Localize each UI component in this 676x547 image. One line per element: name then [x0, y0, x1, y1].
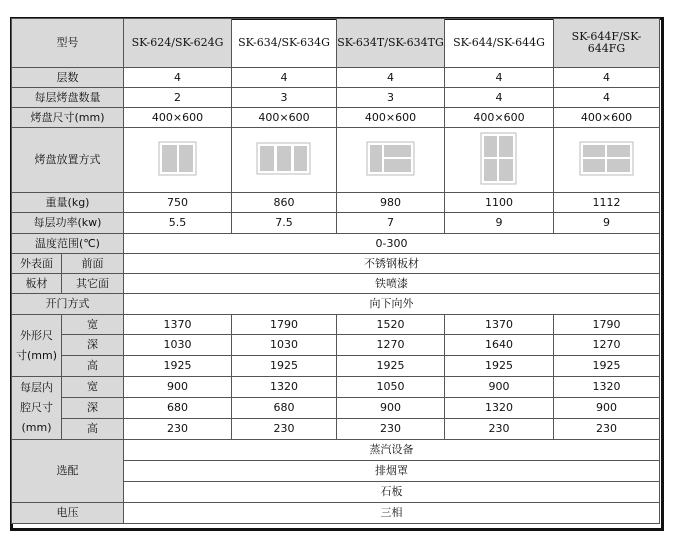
table-cell: 不锈钢板材: [124, 254, 660, 274]
table-cell: 1925: [554, 356, 660, 377]
table-cell: 4: [232, 68, 337, 88]
table-cell: 9: [554, 213, 660, 234]
table-cell: 4: [445, 68, 554, 88]
table-row: [12, 503, 660, 524]
row-sublabel: 高: [62, 419, 124, 440]
table-cell: 4: [554, 68, 660, 88]
row-label: 电压: [12, 503, 124, 524]
table-cell: 1925: [445, 356, 554, 377]
table-cell: 1790: [232, 315, 337, 335]
table-cell: 230: [445, 419, 554, 440]
table-cell: 蒸汽设备: [124, 440, 660, 461]
table-cell: 400×600: [554, 108, 660, 128]
table-cell: 4: [124, 68, 232, 88]
model-header-label: 型号: [12, 19, 124, 68]
row-label: 烤盘放置方式: [12, 128, 124, 193]
tray-layout-cell: [554, 128, 660, 193]
table-row: [12, 274, 660, 294]
row-label-line: (mm): [21, 421, 52, 434]
row-sublabel: 宽: [62, 315, 124, 335]
four-tray-layout-icon: [480, 132, 518, 186]
row-label: [12, 315, 62, 377]
table-cell: 三相: [124, 503, 660, 524]
t-tray-layout-icon: [366, 141, 416, 177]
table-row: [12, 356, 660, 377]
table-cell: 1370: [445, 315, 554, 335]
table-cell: 1370: [124, 315, 232, 335]
row-label: 层数: [12, 68, 124, 88]
table-cell: 3: [232, 88, 337, 108]
table-cell: 9: [445, 213, 554, 234]
table-cell: 石板: [124, 482, 660, 503]
table-cell: 900: [337, 398, 445, 419]
table-cell: 1050: [337, 377, 445, 398]
table-cell: 4: [337, 68, 445, 88]
table-cell: 680: [232, 398, 337, 419]
tray-layout-cell: [445, 128, 554, 193]
table-cell: 1320: [445, 398, 554, 419]
table-row: [12, 335, 660, 356]
table-cell: 1790: [554, 315, 660, 335]
table-row: [12, 398, 660, 419]
table-row: [12, 193, 660, 213]
tray-layout-cell: [232, 128, 337, 193]
row-label: 重量(kg): [12, 193, 124, 213]
table-cell: 1925: [124, 356, 232, 377]
table-cell: 1270: [337, 335, 445, 356]
tray-layout-cell: [337, 128, 445, 193]
table-row: [12, 128, 660, 193]
row-label: 开门方式: [12, 294, 124, 315]
table-cell: 1320: [554, 377, 660, 398]
table-cell: 2: [124, 88, 232, 108]
row-sublabel: 前面: [62, 254, 124, 274]
row-label: [12, 377, 62, 440]
two-tray-layout-icon: [158, 141, 198, 177]
table-cell: 980: [337, 193, 445, 213]
table-row: [12, 254, 660, 274]
table-cell: 4: [445, 88, 554, 108]
table-cell: 铁喷漆: [124, 274, 660, 294]
table-cell: 7: [337, 213, 445, 234]
table-cell: 3: [337, 88, 445, 108]
row-label: 温度范围(℃): [12, 234, 124, 254]
table-row: [12, 108, 660, 128]
row-sublabel: 深: [62, 335, 124, 356]
table-cell: 1100: [445, 193, 554, 213]
row-sublabel: 深: [62, 398, 124, 419]
table-row: [12, 419, 660, 440]
table-cell: 680: [124, 398, 232, 419]
table-cell: 900: [124, 377, 232, 398]
f-tray-layout-icon: [579, 141, 635, 177]
table-row: [12, 315, 660, 335]
row-label: 选配: [12, 440, 124, 503]
table-row: [12, 19, 660, 68]
table-cell: 750: [124, 193, 232, 213]
table-cell: 1925: [232, 356, 337, 377]
table-cell: 230: [232, 419, 337, 440]
row-label: 外表面: [12, 254, 62, 274]
spec-table: [11, 18, 660, 524]
tray-layout-cell: [124, 128, 232, 193]
table-row: [12, 234, 660, 254]
table-cell: 4: [554, 88, 660, 108]
model-name: SK-624/SK-624G: [124, 19, 232, 68]
table-cell: 1270: [554, 335, 660, 356]
table-cell: 5.5: [124, 213, 232, 234]
table-cell: 400×600: [232, 108, 337, 128]
table-row: [12, 440, 660, 461]
table-cell: 0-300: [124, 234, 660, 254]
table-row: [12, 213, 660, 234]
row-label-line: 寸(mm): [15, 348, 57, 362]
table-cell: 排烟罩: [124, 461, 660, 482]
table-cell: 1112: [554, 193, 660, 213]
table-row: [12, 68, 660, 88]
table-cell: 向下向外: [124, 294, 660, 315]
table-cell: 1030: [124, 335, 232, 356]
three-tray-layout-icon: [256, 142, 312, 176]
row-label: 每层烤盘数量: [12, 88, 124, 108]
table-cell: 1640: [445, 335, 554, 356]
table-cell: 230: [124, 419, 232, 440]
row-label: 板材: [12, 274, 62, 294]
row-label-line: 每层内: [20, 381, 53, 394]
table-cell: 1925: [337, 356, 445, 377]
table-cell: 900: [554, 398, 660, 419]
model-name: SK-634/SK-634G: [232, 19, 337, 68]
model-name: SK-634T/SK-634TG: [337, 19, 445, 68]
row-label: 每层功率(kw): [12, 213, 124, 234]
table-cell: 400×600: [124, 108, 232, 128]
row-sublabel: 其它面: [62, 274, 124, 294]
table-cell: 1320: [232, 377, 337, 398]
table-cell: 900: [445, 377, 554, 398]
table-cell: 400×600: [445, 108, 554, 128]
table-row: [12, 377, 660, 398]
row-label: 烤盘尺寸(mm): [12, 108, 124, 128]
model-name: SK-644/SK-644G: [445, 19, 554, 68]
model-name: SK-644F/SK-644FG: [554, 19, 660, 68]
table-cell: 230: [337, 419, 445, 440]
table-cell: 1030: [232, 335, 337, 356]
row-sublabel: 宽: [62, 377, 124, 398]
row-sublabel: 高: [62, 356, 124, 377]
row-label-line: 外形尺: [20, 328, 53, 342]
row-label-line: 腔尺寸: [20, 401, 53, 414]
table-cell: 400×600: [337, 108, 445, 128]
table-row: [12, 88, 660, 108]
table-cell: 1520: [337, 315, 445, 335]
table-cell: 230: [554, 419, 660, 440]
table-cell: 7.5: [232, 213, 337, 234]
table-row: [12, 294, 660, 315]
table-cell: 860: [232, 193, 337, 213]
